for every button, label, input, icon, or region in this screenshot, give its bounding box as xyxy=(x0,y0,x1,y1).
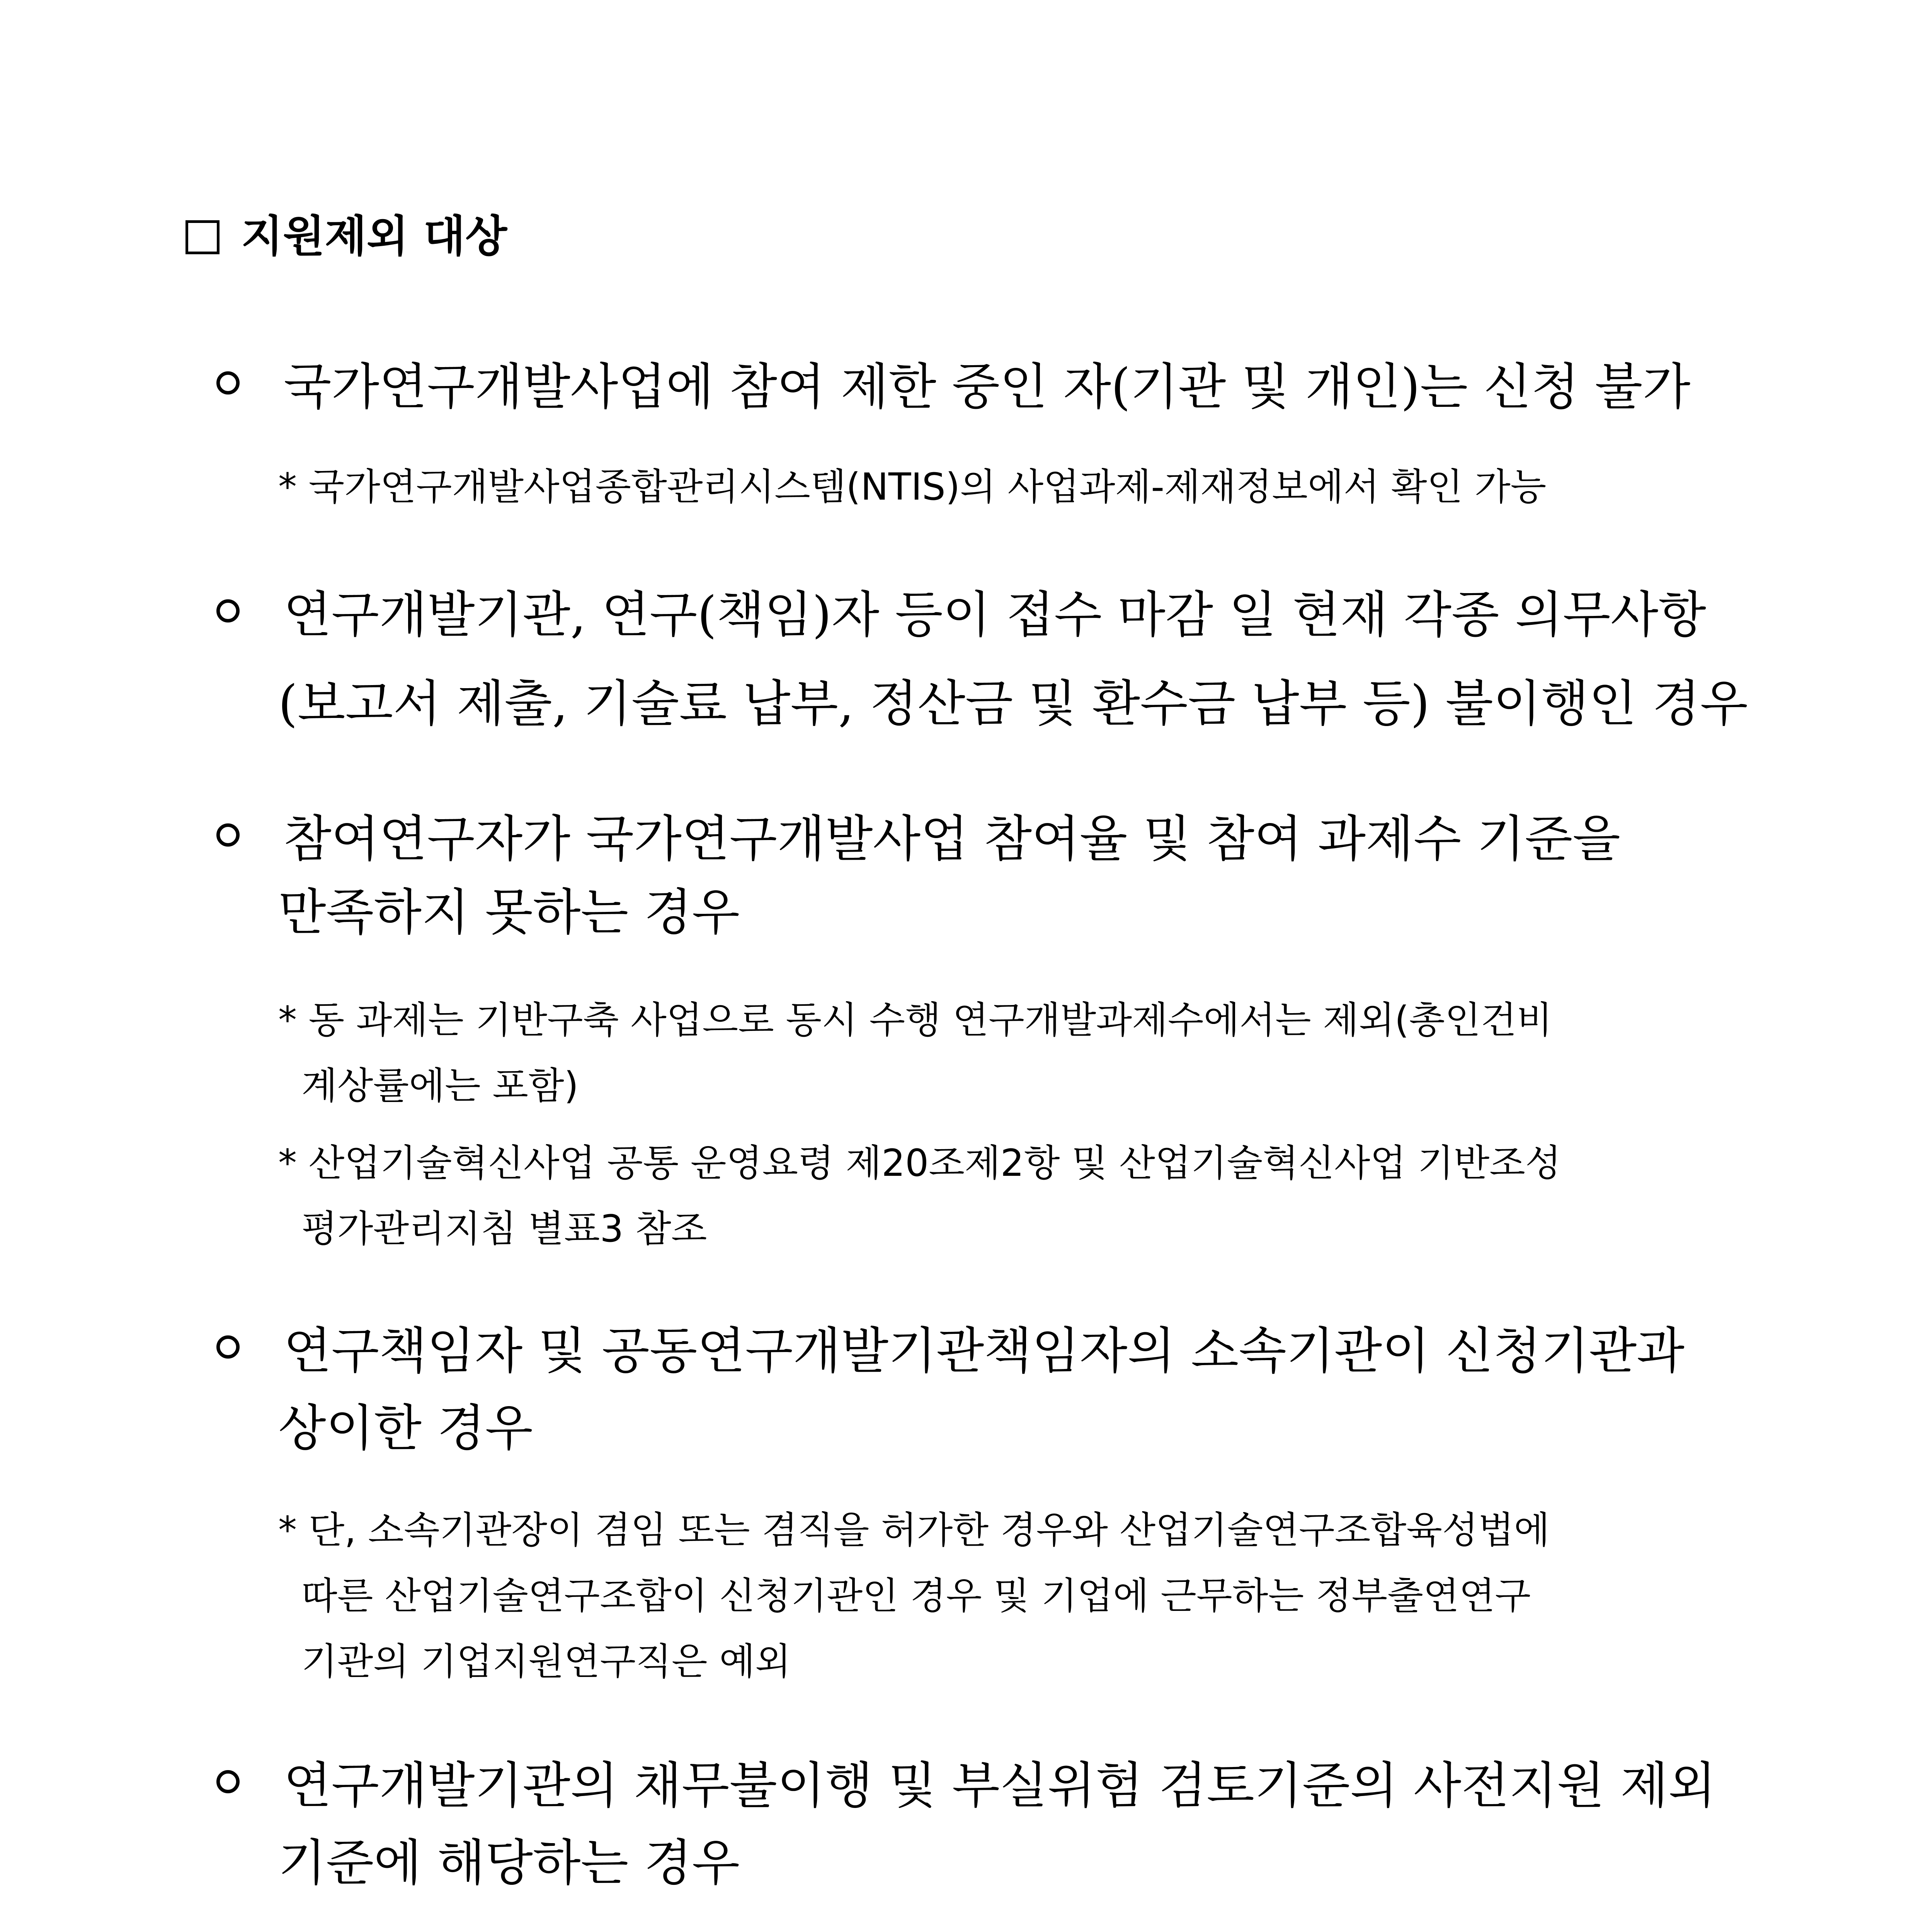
bullet-text: 참여연구자가 국가연구개발사업 참여율 및 참여 과제수 기준을 xyxy=(284,810,1620,868)
circle-bullet-icon xyxy=(216,1335,240,1359)
circle-bullet-icon xyxy=(216,599,240,622)
bullet-item-4 xyxy=(216,1321,1685,1381)
bullet-item-1 xyxy=(216,357,1690,417)
circle-bullet-icon xyxy=(216,371,240,395)
checkbox-square-icon xyxy=(185,220,220,254)
note-1-1: * 국가연구개발사업종합관리시스템(NTIS)의 사업과제-제재정보에서 확인 가능 xyxy=(278,465,1547,509)
bullet-item-3-cont: 만족하지 못하는 경우 xyxy=(278,884,740,941)
note-4-1-cont: 따른 산업기술연구조합이 신청기관인 경우 및 기업에 근무하는 정부출연연구 xyxy=(301,1574,1531,1617)
section-heading xyxy=(185,211,507,262)
bullet-item-2-cont: (보고서 제출, 기술료 납부, 정산금 및 환수금 납부 등) 불이행인 경우 xyxy=(278,675,1748,733)
circle-bullet-icon xyxy=(216,1770,240,1793)
bullet-text: 연구책임자 및 공동연구개발기관책임자의 소속기관이 신청기관과 xyxy=(284,1322,1685,1380)
bullet-item-5 xyxy=(216,1756,1716,1816)
note-3-1-cont: 계상률에는 포함) xyxy=(301,1064,579,1107)
bullet-text: 연구개발기관, 연구(책임)자 등이 접수 마감 일 현재 각종 의무사항 xyxy=(284,586,1706,644)
note-3-2-cont: 평가관리지침 별표3 참조 xyxy=(301,1207,707,1250)
bullet-text: 국가연구개발사업에 참여 제한 중인 자(기관 및 개인)는 신청 불가 xyxy=(284,358,1691,416)
bullet-text: 연구개발기관의 채무불이행 및 부실위험 검토기준의 사전지원 제외 xyxy=(284,1757,1716,1815)
section-title: 지원제외 대상 xyxy=(241,211,507,262)
bullet-item-5-cont: 기준에 해당하는 경우 xyxy=(278,1834,740,1892)
note-4-1-cont2: 기관의 기업지원연구직은 예외 xyxy=(301,1640,791,1683)
circle-bullet-icon xyxy=(216,823,240,847)
bullet-item-3 xyxy=(216,810,1620,869)
bullet-item-4-cont: 상이한 경우 xyxy=(278,1400,533,1457)
note-3-1: * 동 과제는 기반구축 사업으로 동시 수행 연구개발과제수에서는 제외(총인건비 xyxy=(278,998,1553,1042)
note-3-2: * 산업기술혁신사업 공통 운영요령 제20조제2항 및 산업기술혁신사업 기반조성 xyxy=(278,1141,1561,1185)
note-4-1: * 단, 소속기관장이 겸임 또는 겸직을 허가한 경우와 산업기술연구조합육성법에 xyxy=(278,1509,1550,1552)
bullet-item-2 xyxy=(216,585,1706,645)
